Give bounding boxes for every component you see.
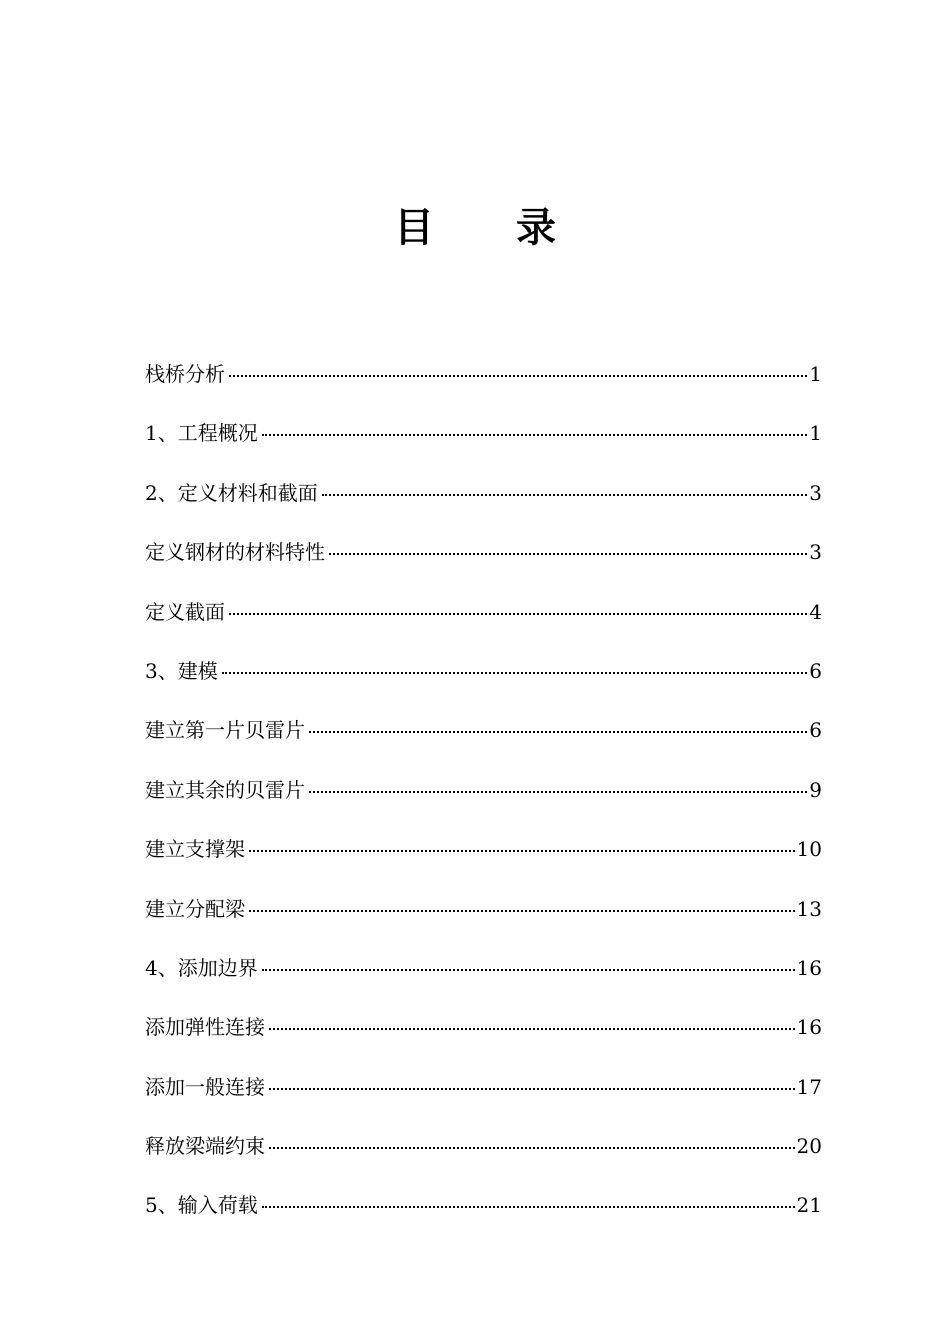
toc-entry-page: 1	[809, 421, 822, 446]
toc-entry-page: 16	[796, 955, 822, 980]
toc-entry-label: 建立其余的贝雷片	[145, 777, 305, 802]
toc-entry-page: 17	[796, 1074, 822, 1099]
toc-entry-label: 添加一般连接	[145, 1074, 265, 1099]
toc-dot-leader	[229, 351, 807, 377]
toc-entry-label: 1、工程概况	[145, 421, 258, 446]
toc-entry-label: 5、输入荷载	[145, 1193, 258, 1218]
toc-entry[interactable]	[145, 647, 822, 706]
toc-title	[0, 198, 950, 258]
toc-dot-leader	[269, 1004, 795, 1030]
toc-entry-label: 释放梁端约束	[145, 1134, 265, 1159]
toc-entry[interactable]	[145, 1181, 822, 1240]
toc-entry[interactable]	[145, 350, 822, 409]
toc-dot-leader	[249, 826, 795, 852]
toc-entry-label: 定义钢材的材料特性	[145, 540, 325, 565]
toc-entry-page: 1	[809, 362, 822, 386]
toc-entry-page: 16	[796, 1015, 822, 1040]
toc-dot-leader	[329, 529, 807, 555]
toc-entry-label: 4、添加边界	[145, 955, 258, 980]
toc-entry-label: 定义截面	[145, 599, 225, 624]
toc-dot-leader	[269, 1123, 795, 1149]
toc-dot-leader	[262, 945, 795, 971]
toc-entry-label: 建立第一片贝雷片	[145, 718, 305, 743]
toc-entry-label: 建立分配梁	[145, 896, 245, 921]
toc-entry-page: 6	[809, 658, 822, 683]
toc-entry-page: 4	[809, 599, 822, 624]
toc-entry-page: 20	[796, 1134, 822, 1159]
toc-entry-page: 10	[796, 837, 822, 862]
toc-dot-leader	[269, 1064, 795, 1090]
toc-dot-leader	[309, 767, 807, 793]
toc-dot-leader	[262, 1182, 795, 1208]
toc-entry-label: 3、建模	[145, 658, 218, 683]
toc-entry[interactable]	[145, 766, 822, 825]
toc-entry-page: 3	[809, 540, 822, 565]
toc-entry-label: 2、定义材料和截面	[145, 480, 318, 505]
toc-entry-label: 添加弹性连接	[145, 1015, 265, 1040]
toc-entry[interactable]	[145, 1122, 822, 1181]
toc-entry[interactable]	[145, 588, 822, 647]
toc-entry[interactable]	[145, 885, 822, 944]
toc-entry-label: 建立支撑架	[145, 837, 245, 862]
toc-dot-leader	[249, 886, 795, 912]
toc-list	[145, 350, 822, 1241]
toc-dot-leader	[229, 589, 807, 615]
toc-entry-page: 6	[809, 718, 822, 743]
toc-entry-page: 13	[796, 896, 822, 921]
toc-title-char-1: 目	[394, 205, 434, 251]
toc-entry-page: 9	[809, 777, 822, 802]
toc-title-char-2: 录	[516, 205, 556, 251]
toc-entry-page: 3	[809, 480, 822, 505]
toc-entry[interactable]	[145, 706, 822, 765]
toc-dot-leader	[262, 410, 808, 436]
toc-entry-page: 21	[796, 1193, 822, 1218]
toc-entry[interactable]	[145, 409, 822, 468]
toc-entry[interactable]	[145, 944, 822, 1003]
toc-entry[interactable]	[145, 825, 822, 884]
toc-dot-leader	[322, 470, 808, 496]
toc-entry[interactable]	[145, 469, 822, 528]
toc-entry[interactable]	[145, 528, 822, 587]
toc-entry-label: 栈桥分析	[145, 362, 225, 386]
toc-entry[interactable]	[145, 1063, 822, 1122]
toc-dot-leader	[222, 648, 808, 674]
toc-dot-leader	[309, 707, 807, 733]
toc-entry[interactable]	[145, 1003, 822, 1062]
